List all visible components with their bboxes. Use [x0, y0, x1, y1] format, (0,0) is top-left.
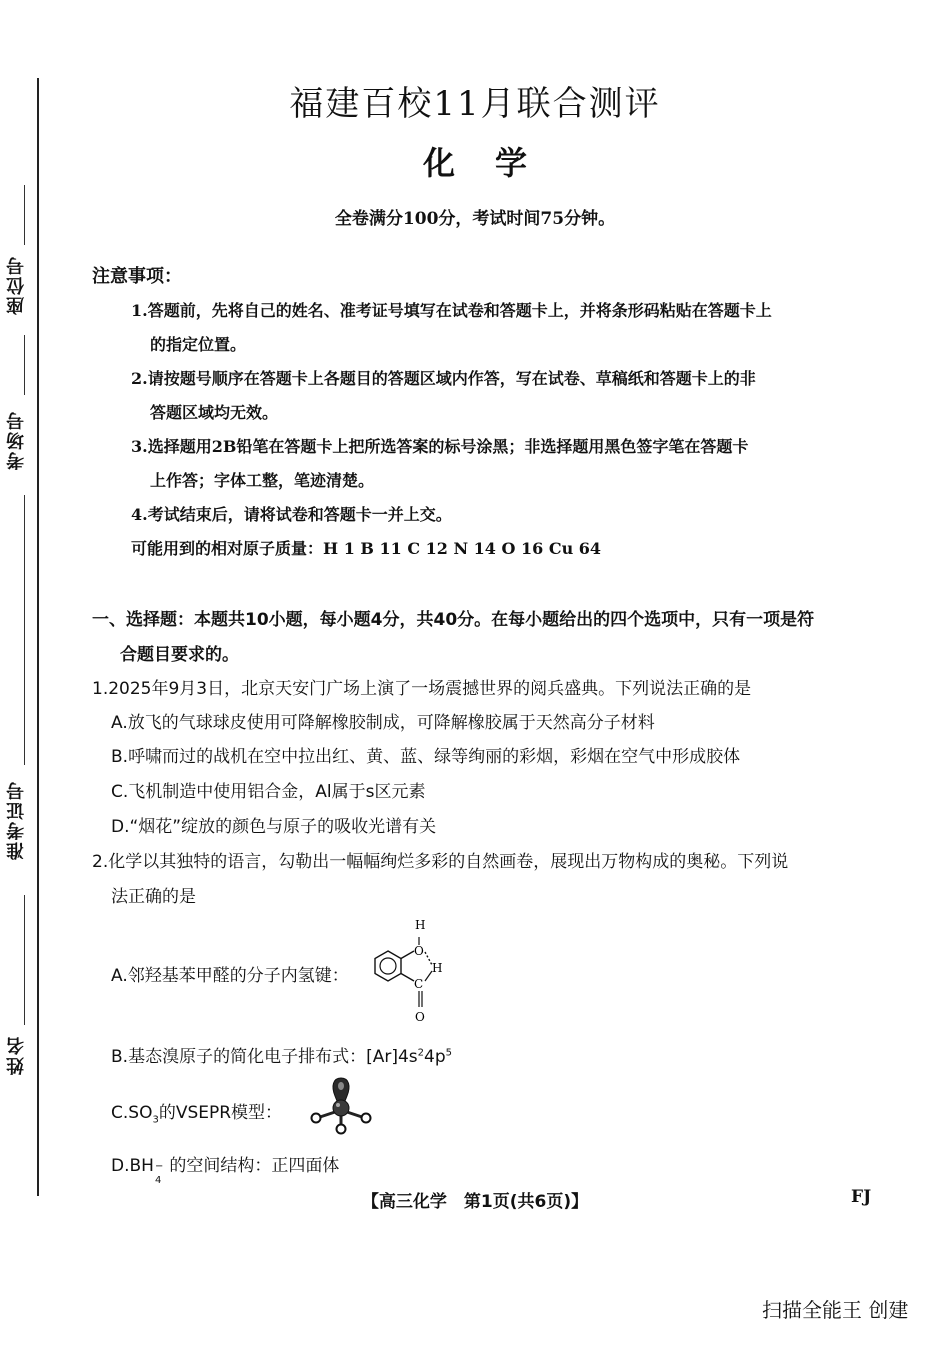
region-code: FJ: [851, 1187, 872, 1207]
q2-option-c: $C.SO_3$的VSEPR模型：: [111, 1103, 283, 1126]
section-1-heading-cont: 合题目要求的。: [120, 645, 239, 665]
so3-vsepr-model: [305, 1076, 375, 1136]
scanner-watermark: 扫描全能王 创建: [762, 1298, 909, 1322]
subject-title: 化学: [422, 144, 567, 182]
seat-label: 座位号: [6, 255, 27, 315]
atomic-masses: 可能用到的相对原子质量：H 1 B 11 C 12 N 14 O 16 Cu 64: [131, 539, 602, 558]
struct-h-side: H: [432, 961, 443, 975]
exam-room-label: 考场号: [6, 410, 27, 470]
struct-o-top: O: [414, 944, 424, 958]
page-footer: 【高三化学 第1页(共6页)】: [361, 1192, 589, 1212]
struct-h-top: H: [415, 918, 426, 932]
q1-option-d: D.“烟花”绽放的颜色与原子的吸收光谱有关: [111, 817, 437, 837]
admission-label: 准考证号: [6, 780, 27, 860]
name-rule: [24, 895, 25, 1025]
notice-heading: 注意事项：: [92, 266, 182, 287]
q1-stem: 1.2025年9月3日，北京天安门广场上演了一场震撼世界的阅兵盛典。下列说法正确的是: [92, 679, 752, 699]
name-label: 姓名: [6, 1035, 27, 1075]
q1-option-c: C.飞机制造中使用铝合金，Al属于s区元素: [111, 782, 426, 802]
notice-item-4: 4.考试结束后，请将试卷和答题卡一并上交。: [131, 505, 452, 524]
q2-stem: 2.化学以其独特的语言，勾勒出一幅幅绚烂多彩的自然画卷，展现出万物构成的奥秘。下列说: [92, 852, 789, 872]
q2-option-d: D.BH − 4 的空间结构：正四面体: [111, 1156, 340, 1186]
notice-item-2-cont: 答题区域均无效。: [150, 403, 279, 422]
exam-info: 全卷满分100分，考试时间75分钟。: [334, 209, 616, 229]
admission-rule: [24, 495, 25, 765]
notice-item-2: 2.请按题号顺序在答题卡上各题目的答题区域内作答，写在试卷、草稿纸和答题卡上的非: [131, 369, 756, 388]
q2-stem-cont: 法正确的是: [111, 887, 196, 907]
q1-option-b: B.呼啸而过的战机在空中拉出红、黄、蓝、绿等绚丽的彩烟，彩烟在空气中形成胶体: [111, 747, 741, 767]
notice-item-1: 1.答题前，先将自己的姓名、准考证号填写在试卷和答题卡上，并将条形码粘贴在答题卡上: [131, 301, 772, 320]
struct-o-bottom: O: [415, 1010, 425, 1024]
binding-line: [37, 78, 39, 1196]
section-1-heading: 一、选择题：本题共10小题，每小题4分，共40分。在每小题给出的四个选项中，只有一项是符: [92, 610, 815, 630]
notice-item-1-cont: 的指定位置。: [150, 335, 247, 354]
salicylaldehyde-structure: [368, 915, 448, 1025]
notice-item-3-cont: 上作答；字体工整，笔迹清楚。: [150, 471, 375, 490]
q2-option-a: A.邻羟基苯甲醛的分子内氢键：: [111, 966, 349, 986]
exam-title: 福建百校11月联合测评: [289, 84, 661, 124]
q2-option-b: B.基态溴原子的简化电子排布式：$[Ar]4s^24p^5$: [111, 1047, 452, 1067]
notice-item-3: 3.选择题用2B铅笔在答题卡上把所选答案的标号涂黑；非选择题用黑色签字笔在答题卡: [131, 437, 749, 456]
struct-c: C: [414, 977, 424, 991]
exam-room-rule: [24, 335, 25, 395]
q1-option-a: A.放飞的气球球皮使用可降解橡胶制成，可降解橡胶属于天然高分子材料: [111, 713, 655, 733]
